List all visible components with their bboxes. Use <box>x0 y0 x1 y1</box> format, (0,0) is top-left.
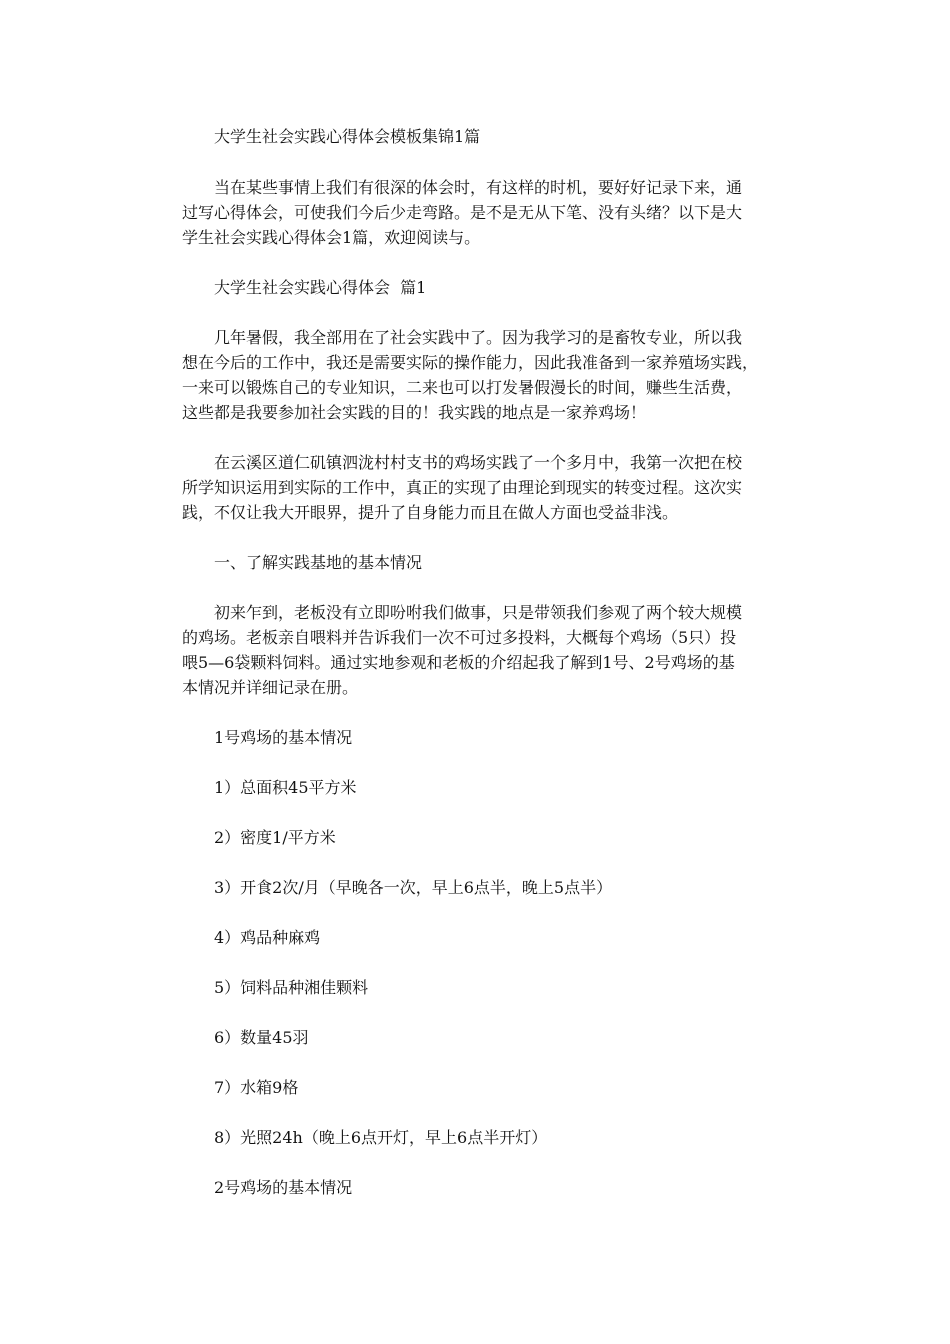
intro-line-1: 当在某些事情上我们有很深的体会时，有这样的时机，要好好记录下来，通 <box>214 178 743 197</box>
document-title: 大学生社会实践心得体会模板集锦1篇 <box>214 127 481 146</box>
intro-line-3: 学生社会实践心得体会1篇，欢迎阅读与。 <box>182 228 481 247</box>
document-body <box>166 124 786 1200</box>
farm1-item: 3）开食2次/月（早晚各一次，早上6点半，晚上5点半） <box>214 878 613 897</box>
para2-line-2: 所学知识运用到实际的工作中，真正的实现了由理论到现实的转变过程。这次实 <box>182 478 743 497</box>
para1-line-2: 想在今后的工作中，我还是需要实际的操作能力，因此我准备到一家养殖场实践， <box>182 353 759 372</box>
farm2-title: 2号鸡场的基本情况 <box>214 1178 353 1197</box>
farm1-item: 7）水箱9格 <box>214 1078 299 1097</box>
para2-line-3: 践，不仅让我大开眼界，提升了自身能力而且在做人方面也受益非浅。 <box>182 503 679 522</box>
farm1-item: 2）密度1/平方米 <box>214 828 336 847</box>
farm1-item: 5）饲料品种湘佳颗料 <box>214 978 369 997</box>
subheading-basic-info: 一、了解实践基地的基本情况 <box>214 553 423 572</box>
farm1-item: 4）鸡品种麻鸡 <box>214 928 321 947</box>
farm1-title: 1号鸡场的基本情况 <box>214 728 353 747</box>
para3-line-4: 本情况并详细记录在册。 <box>182 678 359 697</box>
para3-line-1: 初来乍到，老板没有立即吩咐我们做事，只是带领我们参观了两个较大规模 <box>214 603 743 622</box>
para1-line-4: 这些都是我要参加社会实践的目的！我实践的地点是一家养鸡场！ <box>182 403 647 422</box>
para3-line-2: 的鸡场。老板亲自喂料并告诉我们一次不可过多投料，大概每个鸡场（5只）投 <box>182 628 737 647</box>
farm1-item: 6）数量45羽 <box>214 1028 309 1047</box>
para1-line-1: 几年暑假，我全部用在了社会实践中了。因为我学习的是畜牧专业，所以我 <box>214 328 743 347</box>
para2-line-1: 在云溪区道仁矶镇泗泷村村支书的鸡场实践了一个多月中，我第一次把在校 <box>214 453 743 472</box>
intro-line-2: 过写心得体会，可使我们今后少走弯路。是不是无从下笔、没有头绪？以下是大 <box>182 203 743 222</box>
farm1-item: 1）总面积45平方米 <box>214 778 357 797</box>
farm1-item: 8）光照24h（晚上6点开灯，早上6点半开灯） <box>214 1128 548 1147</box>
para1-line-3: 一来可以锻炼自己的专业知识，二来也可以打发暑假漫长的时间，赚些生活费， <box>182 378 743 397</box>
para3-line-3: 喂5—6袋颗料饲料。通过实地参观和老板的介绍起我了解到1号、2号鸡场的基 <box>182 653 735 672</box>
section-title: 大学生社会实践心得体会 篇1 <box>214 278 427 297</box>
